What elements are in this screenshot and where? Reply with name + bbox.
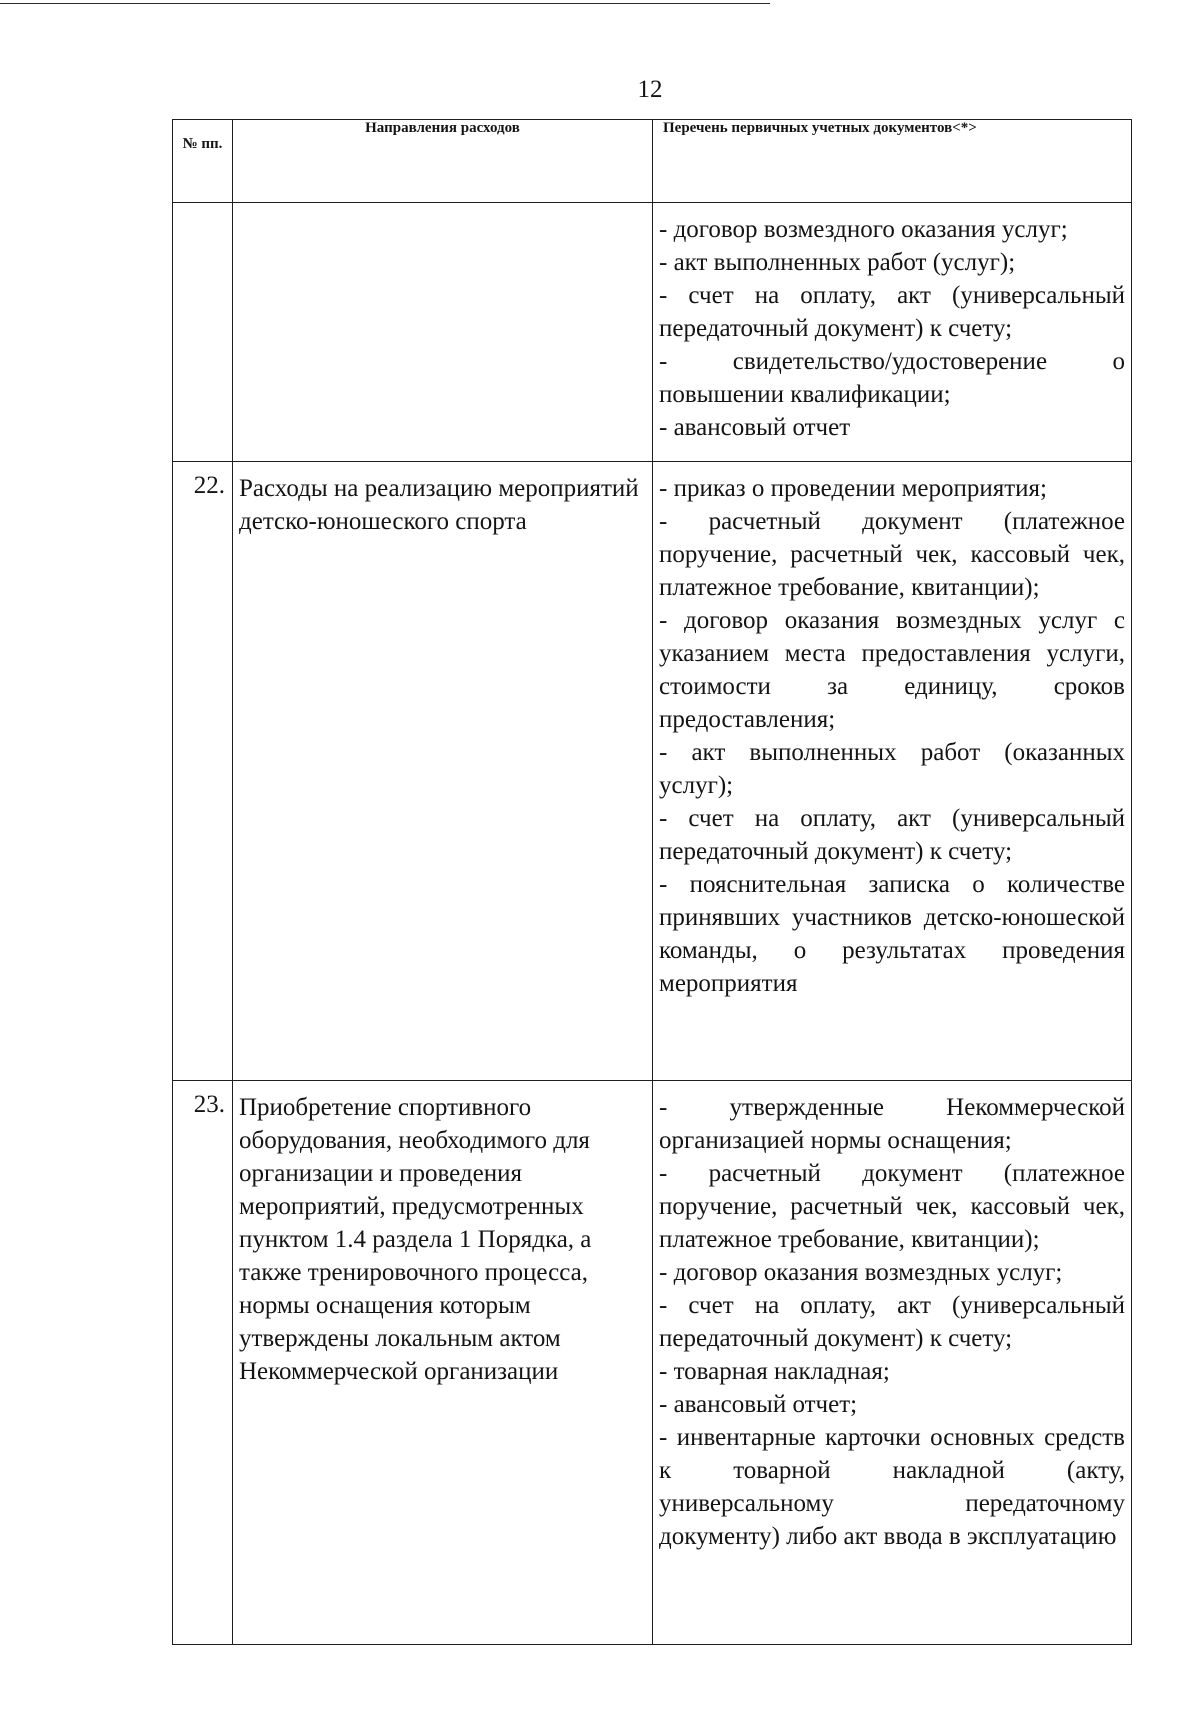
document-item: - акт выполненных работ (услуг); bbox=[659, 249, 1016, 276]
header-documents: Перечень первичных учетных документов<*> bbox=[653, 120, 1132, 203]
row-number: 22. bbox=[173, 462, 233, 1081]
document-item: - расчетный документ (платежное поручение, расчетный чек, кассовый чек, платежное требование, квитанции); bbox=[659, 508, 1125, 601]
document-item: - договор возмездного оказания услуг; bbox=[659, 216, 1068, 243]
top-border-line bbox=[0, 3, 770, 4]
table-header-row bbox=[173, 120, 1132, 203]
document-item: - утвержденные Некоммерческой организацией нормы оснащения; bbox=[659, 1094, 1125, 1154]
row-direction: Приобретение спортивного оборудования, необходимого для организации и проведения мероприятий, предусмотренных пунктом 1.4 раздела 1 Порядка, а также тренировочного процесса, нормы оснащения которым утверждены локальным актом Некоммерческой организации bbox=[233, 1081, 653, 1645]
document-item: - счет на оплату, акт (универсальный передаточный документ) к счету; bbox=[659, 1292, 1125, 1352]
table-row bbox=[173, 462, 1132, 1081]
row-number: 23. bbox=[173, 1081, 233, 1645]
document-item: - свидетельство/удостоверение о повышении квалификации; bbox=[659, 348, 1125, 408]
header-number: № пп. bbox=[173, 120, 233, 203]
expense-documents-table bbox=[172, 119, 1132, 1645]
document-item: - договор оказания возмездных услуг с указанием места предоставления услуги, стоимости за единицу, сроков предоставления; bbox=[659, 607, 1125, 733]
document-item: - пояснительная записка о количестве принявших участников детско-юношеской команды, о результатах проведения мероприятия bbox=[659, 871, 1125, 997]
document-item: - акт выполненных работ (оказанных услуг); bbox=[659, 739, 1125, 799]
row-direction: Расходы на реализацию мероприятий детско-юношеского спорта bbox=[233, 462, 653, 1081]
document-item: - договор оказания возмездных услуг; bbox=[659, 1259, 1063, 1286]
document-item: - авансовый отчет; bbox=[659, 1391, 858, 1418]
document-item: - счет на оплату, акт (универсальный передаточный документ) к счету; bbox=[659, 282, 1125, 342]
header-direction: Направления расходов bbox=[233, 120, 653, 203]
document-item: - расчетный документ (платежное поручение, расчетный чек, кассовый чек, платежное требование, квитанции); bbox=[659, 1160, 1125, 1253]
document-item: - авансовый отчет bbox=[659, 414, 851, 441]
document-item: - товарная накладная; bbox=[659, 1358, 890, 1385]
document-item: - инвентарные карточки основных средств к товарной накладной (акту, универсальному передаточному документу) либо акт ввода в эксплуатацию bbox=[659, 1424, 1125, 1550]
row-number bbox=[173, 203, 233, 462]
row-documents bbox=[653, 1081, 1132, 1645]
table-row bbox=[173, 203, 1132, 462]
row-documents bbox=[653, 203, 1132, 462]
row-direction bbox=[233, 203, 653, 462]
row-documents bbox=[653, 462, 1132, 1081]
document-item: - приказ о проведении мероприятия; bbox=[659, 475, 1048, 502]
page-number: 12 bbox=[637, 76, 663, 103]
table-row bbox=[173, 1081, 1132, 1645]
document-item: - счет на оплату, акт (универсальный передаточный документ) к счету; bbox=[659, 805, 1125, 865]
